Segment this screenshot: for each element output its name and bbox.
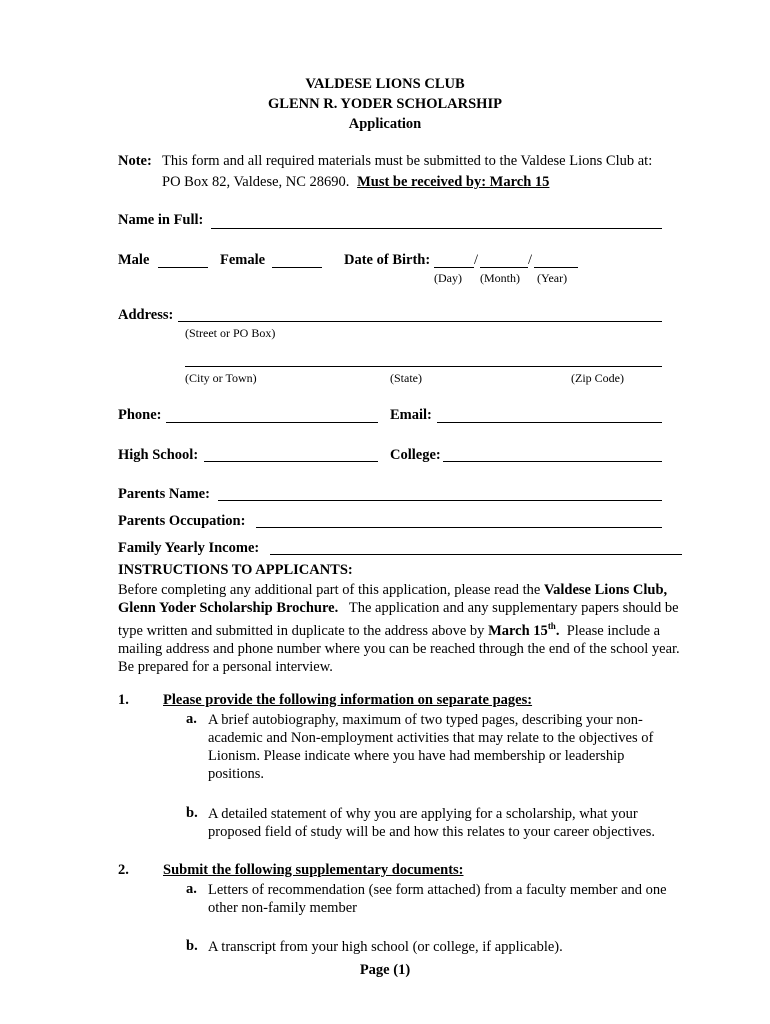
dob-month-field[interactable] (480, 267, 528, 268)
item-1b-text: A detailed statement of why you are applying for a scholarship, what your proposed field of study will be and how this relates to your career objectives. (208, 806, 655, 840)
club-title: VALDESE LIONS CLUB (305, 76, 465, 92)
parents-name-label: Parents Name: (118, 486, 210, 502)
female-label: Female (220, 252, 266, 268)
parents-occupation-field[interactable] (256, 527, 662, 528)
application-title: Application (348, 116, 422, 132)
zip-hint: (Zip Code) (571, 371, 624, 385)
phone-label: Phone: (118, 407, 162, 423)
note-deadline: Must be received by: March 15 (357, 174, 550, 190)
income-field[interactable] (270, 554, 682, 555)
brochure-title: Valdese Lions Club, Glenn Yoder Scholarship Brochure. (118, 582, 668, 616)
item-1a-text: A brief autobiography, maximum of two typed pages, describing your non-academic and Non-employment activities that may relate to the objectives of Lionism. Please indicate where you have had membership or leadership positions. (208, 712, 654, 782)
address-label: Address: (118, 307, 174, 323)
item-2-number: 2. (118, 862, 129, 878)
email-label: Email: (390, 407, 432, 423)
instructions-p2: The application and any supplementary papers should be type written and submitted in duplicate to the address above by (118, 600, 679, 639)
item-2-title: Submit the following supplementary documents: (163, 862, 464, 878)
parents-occupation-label: Parents Occupation: (118, 513, 246, 529)
phone-field[interactable] (166, 422, 378, 423)
dob-day-field[interactable] (434, 267, 474, 268)
scholarship-title: GLENN R. YODER SCHOLARSHIP (268, 96, 502, 112)
item-1-number: 1. (118, 692, 129, 708)
item-1b-letter: b. (186, 805, 198, 821)
page-number: Page (1) (359, 962, 411, 978)
note-text-1: This form and all required materials must be submitted to the Valdese Lions Club at: (162, 153, 653, 169)
item-1-title: Please provide the following information on separate pages: (163, 692, 533, 708)
dob-day-hint: (Day) (434, 271, 462, 285)
item-1a-letter: a. (186, 711, 197, 727)
note-address: PO Box 82, Valdese, NC 28690. (162, 174, 350, 190)
male-field[interactable] (158, 267, 208, 268)
instructions-paragraph (118, 581, 688, 676)
instructions-heading: INSTRUCTIONS TO APPLICANTS: (118, 562, 353, 578)
item-2b-text: A transcript from your high school (or college, if applicable). (208, 939, 563, 955)
income-label: Family Yearly Income: (118, 540, 260, 556)
street-hint: (Street or PO Box) (185, 326, 276, 340)
street-field[interactable] (178, 321, 662, 322)
female-field[interactable] (272, 267, 322, 268)
name-label: Name in Full: (118, 212, 204, 228)
item-2b-letter: b. (186, 938, 198, 954)
deadline-date: March 15th. (488, 621, 560, 639)
city-hint: (City or Town) (185, 371, 257, 385)
instructions-p3: Please include a mailing address and phone number where you can be reached through the end of the school year. Be prepared for a personal interview. (118, 622, 680, 675)
male-label: Male (118, 252, 150, 268)
city-state-zip-field[interactable] (185, 366, 662, 367)
email-field[interactable] (437, 422, 662, 423)
instructions-p1: Before completing any additional part of this application, please read the (118, 582, 541, 598)
dob-separator: / (474, 252, 479, 268)
dob-year-hint: (Year) (537, 271, 568, 285)
dob-label: Date of Birth: (344, 252, 431, 268)
college-label: College: (390, 447, 441, 463)
parents-name-field[interactable] (218, 500, 662, 501)
item-2a-text: Letters of recommendation (see form attached) from a faculty member and one other non-family member (208, 882, 667, 916)
highschool-field[interactable] (204, 461, 378, 462)
state-hint: (State) (390, 371, 422, 385)
dob-month-hint: (Month) (480, 271, 520, 285)
dob-separator: / (528, 252, 533, 268)
name-field[interactable] (211, 228, 662, 229)
college-field[interactable] (443, 461, 662, 462)
note-text-2 (162, 174, 549, 191)
note-label: Note: (118, 153, 152, 169)
item-2a-letter: a. (186, 881, 197, 897)
dob-year-field[interactable] (534, 267, 578, 268)
highschool-label: High School: (118, 447, 199, 463)
